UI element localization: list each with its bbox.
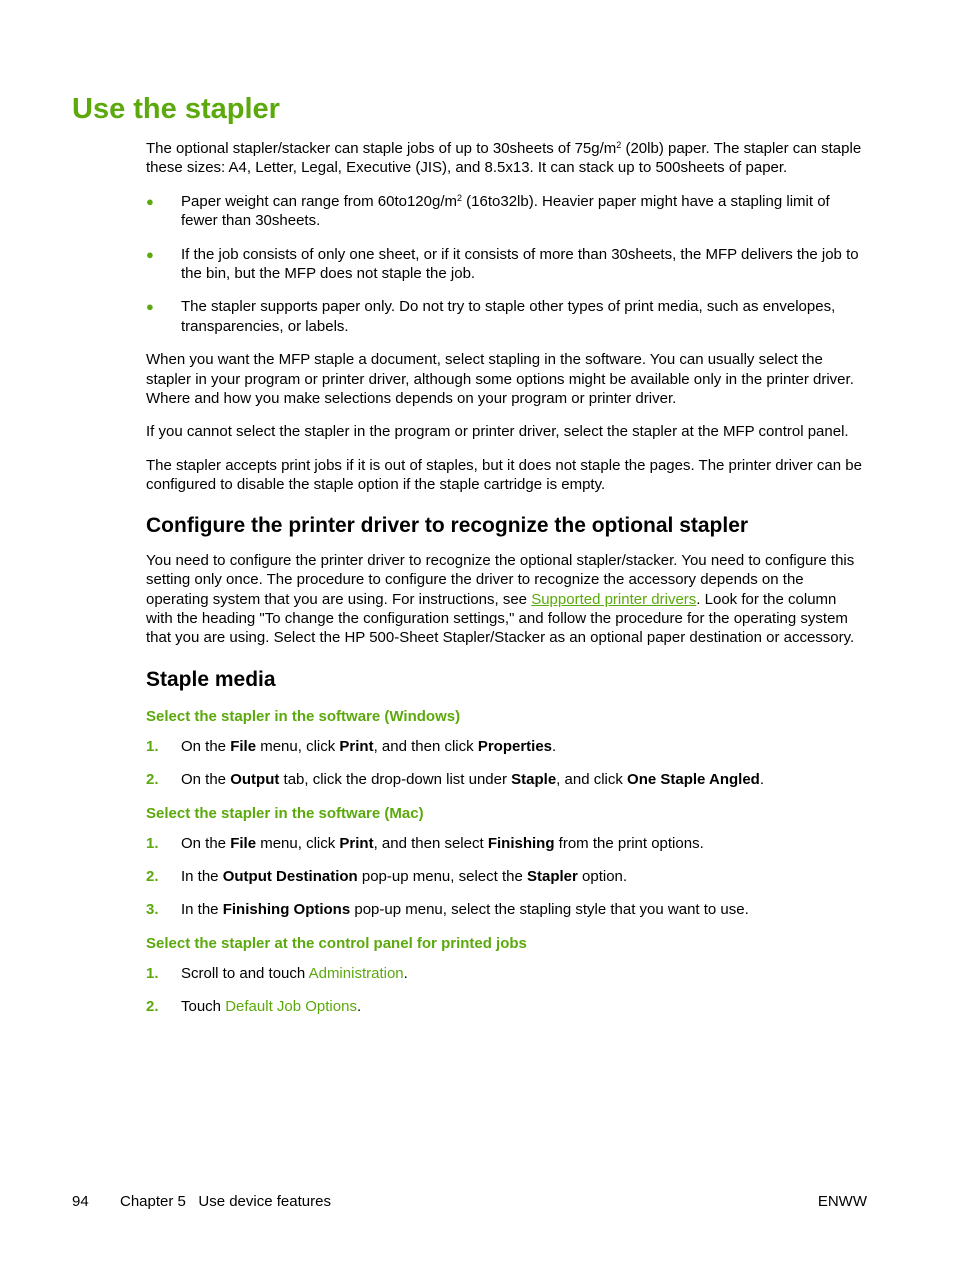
paragraph-out-of-staples: The stapler accepts print jobs if it is out of staples, but it does not staple the pages. The printer driver can be configured to disable the staple option if the staple cartridge is empty.	[146, 456, 862, 494]
section-heading-staple-media: Staple media	[146, 667, 276, 691]
chapter-label: Chapter 5 Use device features	[120, 1193, 331, 1210]
bullet-icon: ●	[146, 299, 154, 315]
list-item: 1. Scroll to and touch Administration.	[146, 964, 408, 982]
supported-printer-drivers-link[interactable]: Supported printer drivers	[531, 590, 697, 608]
configure-paragraph: You need to configure the printer driver to recognize the optional stapler/stacker. You need to configure this setting only once. The procedure to configure the driver to recognize the accessory depends on the operating system that you are using. For instructions, see Supported printer drivers. Look for the column with the heading "To change the configuration settings," and follow the procedure for the operating system that you are using. Select the HP 500-Sheet Stapler/Stacker as an optional paper destination or accessory.	[146, 551, 855, 647]
step-number: 1.	[146, 834, 159, 852]
paragraph-selecting-stapling: When you want the MFP staple a document, select stapling in the software. You can usually select the stapler in your program or printer driver, although some options might be available only in the printer driver. Where and how you make selections depends on your program or printer driver.	[146, 351, 854, 408]
default-job-options-link[interactable]: Default Job Options	[225, 998, 357, 1016]
bullet-icon: ●	[146, 193, 154, 209]
step-number: 2.	[146, 998, 159, 1016]
control-panel-steps	[146, 964, 866, 1017]
step-number: 2.	[146, 771, 159, 789]
windows-steps	[146, 737, 866, 790]
list-item: ● If the job consists of only one sheet, or if it consists of more than 30sheets, the MFP delivers the job to the bin, but the MFP does not staple the job.	[146, 245, 859, 283]
paragraph-control-panel: If you cannot select the stapler in the program or printer driver, select the stapler at the MFP control panel.	[146, 423, 849, 441]
list-item: 3. In the Finishing Options pop-up menu, select the stapling style that you want to use.	[146, 901, 749, 919]
mac-steps	[146, 834, 866, 920]
list-item: 2. On the Output tab, click the drop-down list under Staple, and click One Staple Angled.	[146, 771, 765, 789]
list-item: 1. On the File menu, click Print, and then click Properties.	[146, 737, 557, 755]
administration-link[interactable]: Administration	[308, 964, 404, 982]
footer-enww: ENWW	[817, 1193, 867, 1210]
main-content	[146, 139, 866, 1031]
step-number: 1.	[146, 964, 159, 982]
subheading-control-panel: Select the stapler at the control panel for printed jobs	[146, 934, 527, 952]
subheading-windows: Select the stapler in the software (Windows)	[146, 707, 461, 725]
list-item: 2. In the Output Destination pop-up menu, select the Stapler option.	[146, 867, 628, 885]
intro-paragraph: The optional stapler/stacker can staple jobs of up to 30sheets of $75g/m^2$ (20lb) paper. The stapler can staple these sizes: A4, Letter, Legal, Executive (JIS), and 8.5x13. It can stack up to 500sheets of paper.	[146, 140, 862, 177]
list-item: 2. Touch Default Job Options.	[146, 998, 362, 1016]
step-number: 2.	[146, 867, 159, 885]
step-number: 1.	[146, 737, 159, 755]
bullet-icon: ●	[146, 246, 154, 262]
list-item: ● The stapler supports paper only. Do not try to staple other types of print media, such as envelopes, transparencies, or labels.	[146, 298, 836, 335]
list-item: ● Paper weight can range from $60to120g/m^2$ (16to32lb). Heavier paper might have a stapling limit of fewer than 30sheets.	[146, 192, 830, 230]
section-heading-configure: Configure the printer driver to recognize the optional stapler	[146, 513, 749, 537]
page-title: Use the stapler	[72, 93, 280, 125]
bullet-list	[146, 192, 866, 336]
step-number: 3.	[146, 901, 159, 919]
page-number: 94	[72, 1193, 89, 1210]
subheading-mac: Select the stapler in the software (Mac)	[146, 804, 424, 822]
list-item: 1. On the File menu, click Print, and then select Finishing from the print options.	[146, 834, 704, 852]
